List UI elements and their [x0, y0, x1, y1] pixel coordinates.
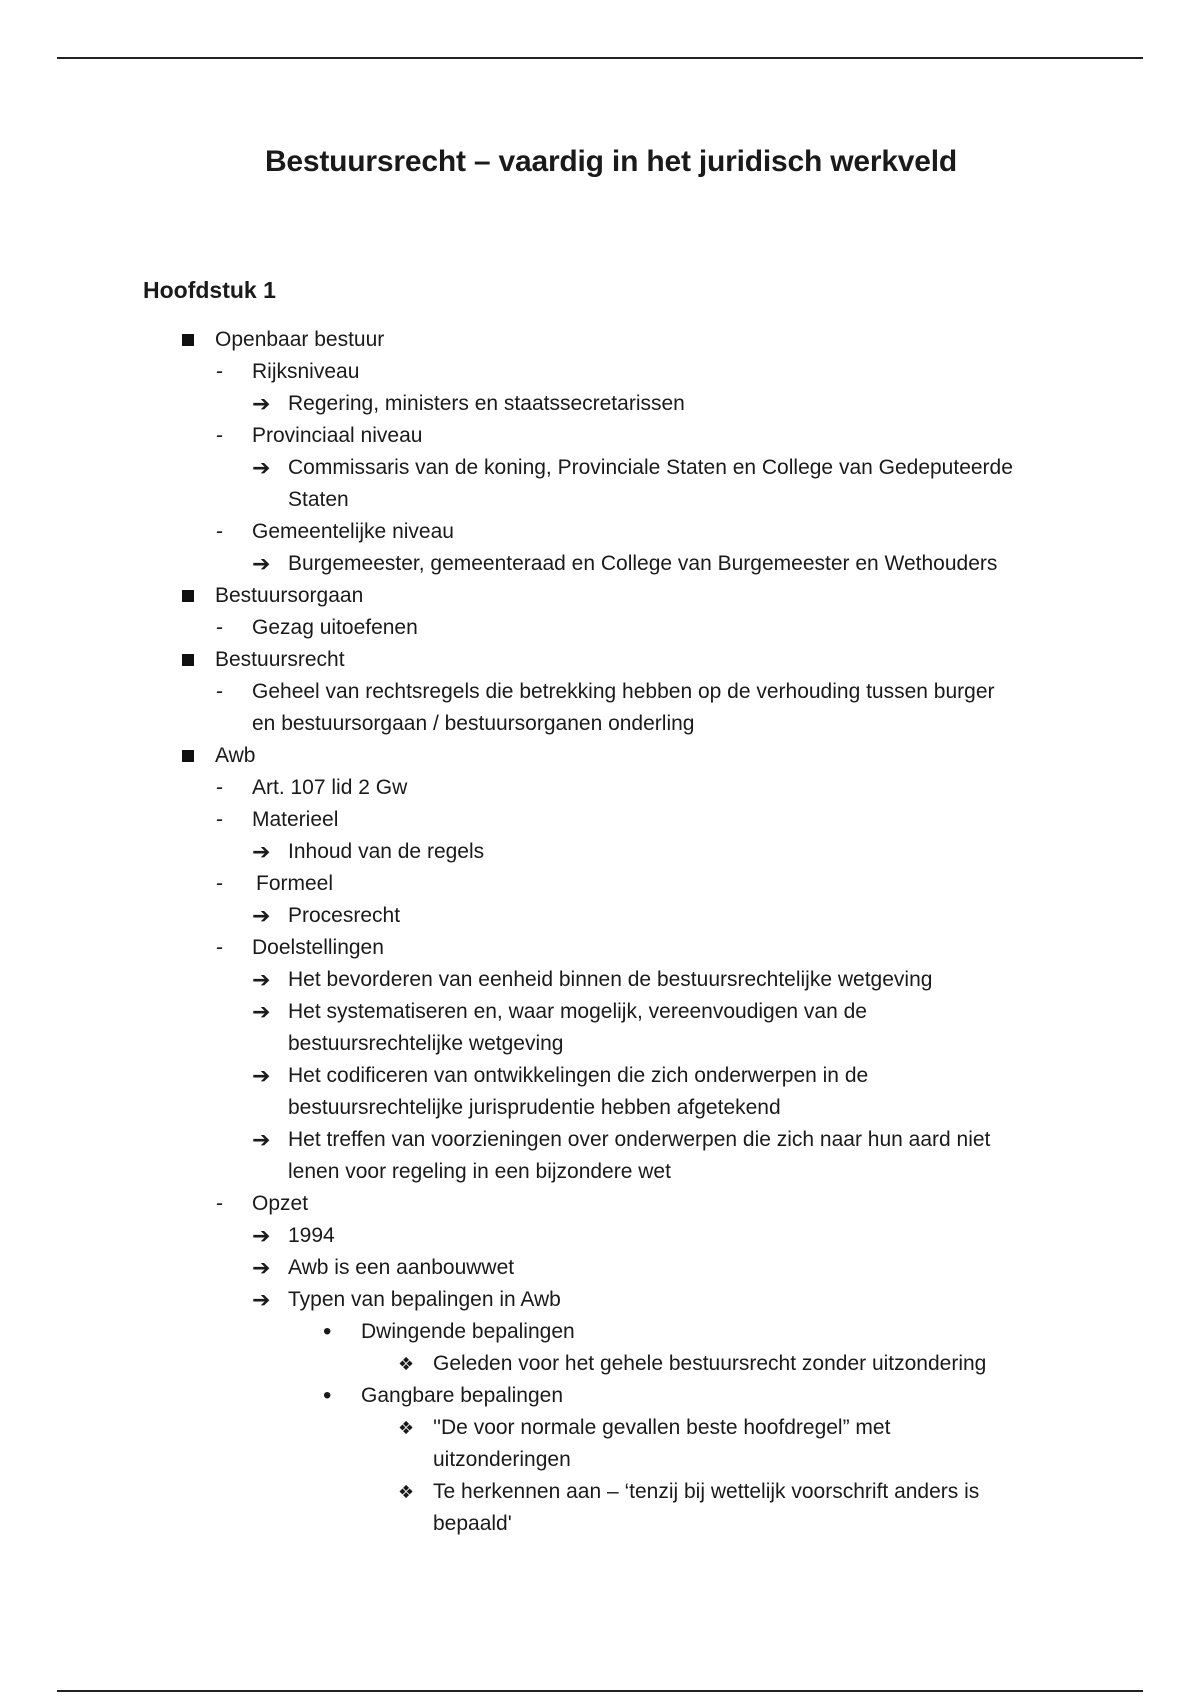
dash-bullet: - — [216, 872, 223, 895]
list-item — [0, 932, 1200, 964]
square-bullet-shape — [182, 590, 194, 602]
chapter-heading: Hoofdstuk 1 — [143, 277, 276, 303]
list-item-text: Awb — [215, 744, 256, 767]
list-item — [0, 1508, 1200, 1540]
list-item-text: Opzet — [252, 1192, 309, 1215]
list-item-text: Procesrecht — [288, 904, 401, 927]
list-item-text: Dwingende bepalingen — [361, 1320, 575, 1343]
dot-bullet-icon: • — [323, 1318, 332, 1345]
list-item — [0, 1156, 1200, 1188]
list-item — [0, 772, 1200, 804]
list-item-text: Inhoud van de regels — [288, 840, 485, 863]
dash-bullet: - — [216, 936, 223, 959]
arrow-bullet-icon: ➔ — [252, 1063, 271, 1088]
square-bullet-icon — [182, 580, 194, 612]
list-item-text: Openbaar bestuur — [215, 328, 385, 351]
diamond-bullet-icon: ❖ — [398, 1354, 415, 1374]
list-item — [0, 420, 1200, 452]
list-item — [0, 1092, 1200, 1124]
list-item-text: Bestuursrecht — [215, 648, 345, 671]
list-item — [0, 516, 1200, 548]
list-item — [0, 996, 1200, 1028]
arrow-bullet-icon: ➔ — [252, 551, 271, 576]
list-item-text: Regering, ministers en staatssecretarissen — [288, 392, 685, 415]
list-item — [0, 1444, 1200, 1476]
list-item — [0, 548, 1200, 580]
header-rule — [57, 57, 1143, 59]
square-bullet-icon — [182, 644, 194, 676]
list-item — [0, 1380, 1200, 1412]
list-item-text: Awb is een aanbouwwet — [288, 1256, 515, 1279]
list-item-text: uitzonderingen — [433, 1448, 571, 1471]
list-item-text: Formeel — [256, 872, 334, 895]
dash-bullet: - — [216, 520, 223, 543]
list-item-text: Typen van bepalingen in Awb — [288, 1288, 561, 1311]
list-item — [0, 324, 1200, 356]
list-item-text: Het bevorderen van eenheid binnen de bestuursrechtelijke wetgeving — [288, 968, 933, 991]
list-item-text: Te herkennen aan – ‘tenzij bij wettelijk voorschrift anders is — [433, 1480, 980, 1503]
list-item-text: Rijksniveau — [252, 360, 360, 383]
arrow-bullet-icon: ➔ — [252, 391, 271, 416]
list-item-text: Geheel van rechtsregels die betrekking hebben op de verhouding tussen burger — [252, 680, 995, 703]
list-item-text: Provinciaal niveau — [252, 424, 423, 447]
outline-list — [0, 324, 1200, 1540]
list-item — [0, 1412, 1200, 1444]
arrow-bullet-icon: ➔ — [252, 1223, 271, 1248]
dot-bullet-icon: • — [323, 1382, 332, 1409]
list-item — [0, 580, 1200, 612]
arrow-bullet-icon: ➔ — [252, 1287, 271, 1312]
list-item-text: Bestuursorgaan — [215, 584, 364, 607]
dash-bullet: - — [216, 424, 223, 447]
list-item — [0, 964, 1200, 996]
list-item — [0, 1220, 1200, 1252]
dash-bullet: - — [216, 808, 223, 831]
list-item-text: Gemeentelijke niveau — [252, 520, 454, 543]
arrow-bullet-icon: ➔ — [252, 1127, 271, 1152]
list-item-text: Burgemeester, gemeenteraad en College van Burgemeester en Wethouders — [288, 552, 998, 575]
list-item-text: en bestuursorgaan / bestuursorganen onderling — [252, 712, 695, 735]
list-item — [0, 1284, 1200, 1316]
list-item — [0, 1124, 1200, 1156]
arrow-bullet-icon: ➔ — [252, 999, 271, 1024]
list-item-text: bestuursrechtelijke wetgeving — [288, 1032, 564, 1055]
diamond-bullet-icon: ❖ — [398, 1482, 415, 1502]
arrow-bullet-icon: ➔ — [252, 839, 271, 864]
square-bullet-shape — [182, 654, 194, 666]
dash-bullet: - — [216, 776, 223, 799]
list-item — [0, 612, 1200, 644]
arrow-bullet-icon: ➔ — [252, 1255, 271, 1280]
list-item-text: Het treffen van voorzieningen over onderwerpen die zich naar hun aard niet — [288, 1128, 991, 1151]
list-item — [0, 1348, 1200, 1380]
list-item — [0, 484, 1200, 516]
list-item — [0, 676, 1200, 708]
list-item — [0, 1028, 1200, 1060]
list-item — [0, 356, 1200, 388]
dash-bullet: - — [216, 616, 223, 639]
list-item — [0, 1188, 1200, 1220]
list-item-text: Doelstellingen — [252, 936, 384, 959]
square-bullet-shape — [182, 750, 194, 762]
list-item-text: bestuursrechtelijke jurisprudentie hebben afgetekend — [288, 1096, 781, 1119]
list-item — [0, 804, 1200, 836]
list-item — [0, 388, 1200, 420]
list-item-text: Het systematiseren en, waar mogelijk, vereenvoudigen van de — [288, 1000, 867, 1023]
square-bullet-icon — [182, 740, 194, 772]
list-item — [0, 836, 1200, 868]
diamond-bullet-icon: ❖ — [398, 1418, 415, 1438]
square-bullet-icon — [182, 324, 194, 356]
list-item-text: Materieel — [252, 808, 339, 831]
list-item — [0, 644, 1200, 676]
footer-rule — [57, 1690, 1143, 1692]
list-item — [0, 740, 1200, 772]
arrow-bullet-icon: ➔ — [252, 455, 271, 480]
list-item-text: Het codificeren van ontwikkelingen die zich onderwerpen in de — [288, 1064, 869, 1087]
dash-bullet: - — [216, 1192, 223, 1215]
dash-bullet: - — [216, 360, 223, 383]
arrow-bullet-icon: ➔ — [252, 903, 271, 928]
list-item-text: Art. 107 lid 2 Gw — [252, 776, 408, 799]
dash-bullet: - — [216, 680, 223, 703]
list-item-text: Geleden voor het gehele bestuursrecht zonder uitzondering — [433, 1352, 987, 1375]
square-bullet-shape — [182, 334, 194, 346]
list-item — [0, 1476, 1200, 1508]
list-item — [0, 452, 1200, 484]
list-item-text: Gezag uitoefenen — [252, 616, 418, 639]
arrow-bullet-icon: ➔ — [252, 967, 271, 992]
list-item-text: Gangbare bepalingen — [361, 1384, 564, 1407]
list-item — [0, 868, 1200, 900]
list-item — [0, 1316, 1200, 1348]
list-item-text: bepaald' — [433, 1512, 512, 1535]
list-item-text: ''De voor normale gevallen beste hoofdregel” met — [433, 1416, 891, 1439]
list-item-text: Staten — [288, 488, 349, 511]
list-item-text: 1994 — [288, 1224, 335, 1247]
document-title: Bestuursrecht – vaardig in het juridisch werkveld — [264, 145, 958, 178]
list-item — [0, 900, 1200, 932]
list-item-text: lenen voor regeling in een bijzondere wet — [288, 1160, 671, 1183]
list-item-text: Commissaris van de koning, Provinciale Staten en College van Gedeputeerde — [288, 456, 1013, 479]
list-item — [0, 1060, 1200, 1092]
list-item — [0, 1252, 1200, 1284]
list-item — [0, 708, 1200, 740]
